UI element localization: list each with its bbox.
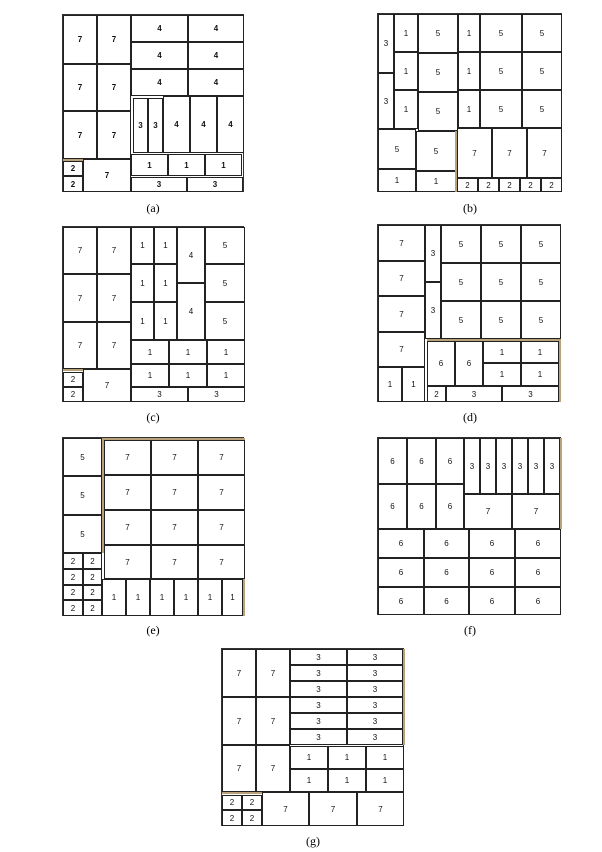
box: 5 [480, 90, 522, 128]
box: 4 [131, 69, 188, 96]
box: 7 [97, 227, 131, 274]
box: 6 [378, 587, 424, 615]
box: 6 [378, 438, 407, 484]
box: 2 [520, 178, 541, 192]
box: 7 [378, 296, 425, 332]
box: 2 [63, 161, 83, 176]
caption-b: (b) [463, 201, 477, 215]
box: 7 [63, 64, 97, 111]
box: 1 [328, 769, 366, 792]
box: 1 [521, 363, 559, 386]
box: 5 [522, 14, 562, 52]
box: 3 [502, 386, 559, 402]
box: 5 [521, 263, 561, 301]
box: 7 [527, 128, 562, 178]
box: 2 [63, 372, 83, 387]
leftover-edge [63, 159, 83, 161]
box: 1 [458, 52, 480, 90]
box: 7 [83, 159, 131, 192]
box: 3 [425, 225, 441, 282]
box: 7 [97, 111, 131, 159]
box: 7 [378, 261, 425, 296]
box: 5 [378, 129, 416, 169]
box: 7 [83, 369, 131, 402]
panel-b [377, 13, 562, 192]
box: 7 [262, 792, 309, 826]
caption-a: (a) [146, 201, 160, 215]
box: 5 [205, 227, 245, 264]
box: 6 [424, 558, 469, 587]
box: 1 [222, 579, 243, 616]
box: 7 [104, 510, 151, 545]
panel-g [221, 648, 404, 826]
box: 2 [63, 176, 83, 192]
box: 4 [188, 42, 244, 69]
box: 5 [521, 301, 561, 339]
box: 5 [481, 301, 521, 339]
box: 5 [522, 52, 562, 90]
box: 1 [483, 363, 521, 386]
box: 7 [222, 745, 256, 792]
box: 6 [407, 438, 436, 484]
leftover-edge [63, 369, 83, 371]
box: 3 [446, 386, 502, 402]
box: 1 [290, 769, 328, 792]
box: 7 [198, 510, 245, 545]
box: 2 [63, 585, 83, 600]
box: 1 [394, 14, 418, 52]
box: 3 [290, 713, 347, 729]
box: 3 [347, 729, 403, 745]
box: 7 [151, 545, 198, 579]
box: 3 [290, 649, 347, 665]
box: 3 [290, 681, 347, 697]
leftover-edge [455, 131, 457, 192]
box: 1 [366, 769, 404, 792]
box: 2 [222, 810, 242, 826]
leftover-edge [427, 339, 561, 341]
box: 5 [521, 225, 561, 263]
box: 2 [63, 553, 83, 569]
box: 6 [469, 529, 515, 558]
box: 6 [469, 558, 515, 587]
leftover-edge [102, 438, 104, 553]
box: 7 [512, 494, 560, 529]
box: 6 [424, 529, 469, 558]
box: 1 [328, 746, 366, 769]
box: 1 [150, 579, 174, 616]
panel-e [62, 437, 244, 616]
caption-g: (g) [306, 834, 320, 848]
box: 5 [481, 263, 521, 301]
box: 4 [188, 69, 244, 96]
leftover-edge [560, 438, 562, 529]
box: 1 [174, 579, 198, 616]
box: 4 [177, 227, 205, 283]
box: 6 [407, 484, 436, 529]
box: 3 [131, 177, 187, 192]
box: 3 [148, 98, 163, 153]
box: 5 [416, 131, 456, 171]
box: 5 [481, 225, 521, 263]
caption-f: (f) [464, 623, 476, 637]
box: 6 [455, 341, 483, 386]
caption-d: (d) [463, 410, 477, 424]
box: 2 [427, 386, 446, 402]
box: 7 [97, 322, 131, 369]
box: 6 [515, 529, 561, 558]
box: 2 [499, 178, 520, 192]
box: 6 [515, 587, 561, 615]
box: 5 [63, 438, 102, 476]
box: 7 [256, 697, 290, 745]
box: 2 [63, 569, 83, 585]
box: 3 [131, 387, 188, 402]
box: 5 [441, 263, 481, 301]
box: 3 [133, 98, 148, 153]
box: 1 [416, 171, 456, 192]
box: 7 [309, 792, 357, 826]
box: 7 [63, 274, 97, 322]
box: 4 [131, 15, 188, 42]
box: 3 [347, 665, 403, 681]
box: 6 [469, 587, 515, 615]
panel-d [377, 224, 561, 402]
panel-f [377, 437, 561, 615]
box: 3 [290, 697, 347, 713]
box: 7 [63, 322, 97, 369]
box: 1 [198, 579, 222, 616]
box: 5 [205, 302, 245, 340]
box: 1 [521, 341, 559, 363]
box: 6 [378, 558, 424, 587]
box: 3 [290, 665, 347, 681]
box: 7 [104, 475, 151, 510]
box: 7 [464, 494, 512, 529]
box: 3 [425, 282, 441, 339]
box: 7 [198, 545, 245, 579]
box: 2 [83, 600, 102, 616]
box: 1 [458, 14, 480, 52]
box: 2 [63, 387, 83, 402]
box: 2 [242, 795, 262, 810]
box: 7 [256, 745, 290, 792]
leftover-edge [104, 438, 245, 440]
box: 3 [188, 387, 245, 402]
box: 2 [63, 600, 83, 616]
box: 1 [131, 264, 154, 302]
box: 1 [402, 367, 425, 402]
box: 7 [97, 15, 131, 64]
box: 5 [480, 14, 522, 52]
box: 2 [242, 810, 262, 826]
box: 3 [347, 681, 403, 697]
box: 7 [222, 649, 256, 697]
box: 1 [458, 90, 480, 128]
box: 1 [169, 340, 207, 364]
box: 7 [97, 64, 131, 111]
box: 3 [347, 697, 403, 713]
box: 7 [63, 15, 97, 64]
box: 3 [187, 177, 243, 192]
box: 5 [441, 225, 481, 263]
box: 3 [528, 438, 544, 494]
box: 6 [378, 484, 407, 529]
box: 3 [347, 713, 403, 729]
box: 1 [169, 364, 207, 387]
box: 1 [131, 364, 169, 387]
box: 1 [154, 227, 177, 264]
box: 5 [418, 53, 458, 92]
box: 1 [394, 90, 418, 129]
leftover-edge [243, 579, 245, 616]
box: 6 [424, 587, 469, 615]
box: 3 [496, 438, 512, 494]
box: 1 [154, 302, 177, 340]
box: 4 [188, 15, 244, 42]
box: 7 [457, 128, 492, 178]
box: 7 [104, 440, 151, 475]
box: 4 [163, 96, 190, 153]
box: 6 [436, 438, 464, 484]
box: 7 [378, 332, 425, 367]
box: 2 [541, 178, 562, 192]
box: 1 [154, 264, 177, 302]
box: 4 [131, 42, 188, 69]
leftover-edge [559, 341, 561, 402]
box: 1 [483, 341, 521, 363]
box: 5 [63, 515, 102, 553]
box: 1 [290, 746, 328, 769]
panel-a [62, 14, 244, 192]
box: 1 [207, 340, 245, 364]
box: 5 [205, 264, 245, 302]
box: 2 [83, 569, 102, 585]
panel-c [62, 226, 244, 402]
box: 3 [378, 73, 394, 129]
box: 2 [478, 178, 499, 192]
box: 1 [131, 302, 154, 340]
caption-e: (e) [146, 623, 160, 637]
box: 7 [104, 545, 151, 579]
box: 3 [290, 729, 347, 745]
box: 4 [190, 96, 217, 153]
box: 1 [131, 154, 168, 176]
box: 1 [207, 364, 245, 387]
box: 3 [480, 438, 496, 494]
box: 7 [378, 225, 425, 261]
box: 1 [131, 227, 154, 264]
box: 5 [522, 90, 562, 128]
leftover-edge [403, 649, 405, 745]
box: 2 [83, 585, 102, 600]
box: 7 [198, 475, 245, 510]
leftover-edge [222, 792, 262, 794]
box: 5 [441, 301, 481, 339]
box: 6 [436, 484, 464, 529]
box: 1 [378, 367, 402, 402]
box: 1 [205, 154, 242, 176]
box: 7 [357, 792, 404, 826]
box: 5 [418, 92, 458, 131]
box: 7 [492, 128, 527, 178]
box: 3 [378, 14, 394, 73]
box: 7 [63, 227, 97, 274]
box: 5 [63, 476, 102, 515]
box: 1 [168, 154, 205, 176]
box: 7 [256, 649, 290, 697]
box: 1 [394, 52, 418, 90]
box: 6 [378, 529, 424, 558]
box: 3 [347, 649, 403, 665]
box: 7 [63, 111, 97, 159]
caption-c: (c) [146, 410, 160, 424]
box: 2 [83, 553, 102, 569]
box: 1 [131, 340, 169, 364]
box: 1 [126, 579, 150, 616]
box: 7 [198, 440, 245, 475]
box: 4 [177, 283, 205, 340]
box: 5 [480, 52, 522, 90]
box: 5 [418, 14, 458, 53]
box: 2 [457, 178, 478, 192]
box: 4 [217, 96, 244, 153]
box: 3 [544, 438, 560, 494]
box: 7 [151, 440, 198, 475]
box: 7 [222, 697, 256, 745]
box: 6 [515, 558, 561, 587]
box: 1 [366, 746, 404, 769]
box: 1 [378, 169, 416, 192]
box: 3 [464, 438, 480, 494]
box: 6 [427, 341, 455, 386]
box: 7 [151, 510, 198, 545]
box: 1 [102, 579, 126, 616]
box: 7 [151, 475, 198, 510]
box: 7 [97, 274, 131, 322]
box: 2 [222, 795, 242, 810]
box: 3 [512, 438, 528, 494]
